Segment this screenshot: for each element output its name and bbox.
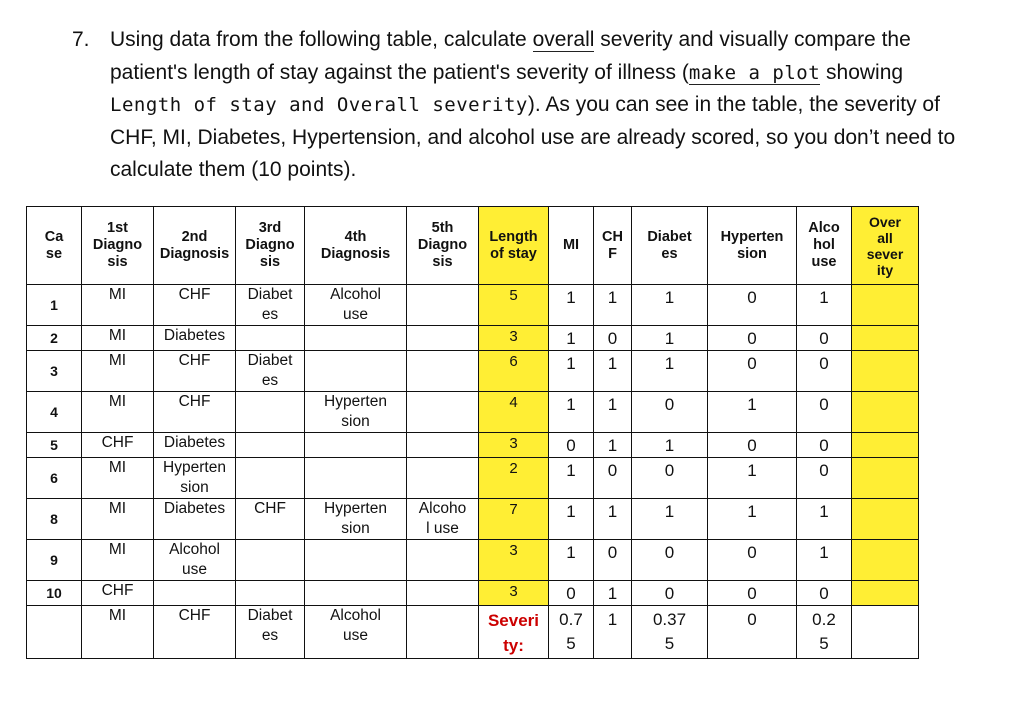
hypertension-score: 0 <box>708 285 797 326</box>
fourth-diagnosis <box>305 351 407 392</box>
header-5th-diagnosis: 5th Diagno sis <box>407 207 479 285</box>
first-diagnosis: MI <box>82 458 154 499</box>
overall-severity-blank[interactable] <box>852 285 919 326</box>
fourth-diagnosis: Alcohol use <box>305 285 407 326</box>
diabetes-score: 1 <box>632 433 708 458</box>
overall-severity-blank[interactable] <box>852 499 919 540</box>
second-diagnosis: Alcohol use <box>154 540 236 581</box>
axes-phrase: Length of stay and Overall severity <box>110 94 528 116</box>
severity-hypertension-score: 0 <box>708 606 797 659</box>
question-text-part: showing <box>820 60 904 84</box>
third-diagnosis: CHF <box>236 499 305 540</box>
second-diagnosis: CHF <box>154 285 236 326</box>
mi-score: 0 <box>549 433 594 458</box>
third-diagnosis <box>236 326 305 351</box>
question-7 <box>64 24 964 187</box>
length-of-stay: 3 <box>479 540 549 581</box>
first-diagnosis: MI <box>82 540 154 581</box>
overall-severity-blank[interactable] <box>852 581 919 606</box>
header-2nd-diagnosis: 2nd Diagnosis <box>154 207 236 285</box>
second-diagnosis: CHF <box>154 392 236 433</box>
question-text-part: Using data from the following table, calculate <box>110 28 533 51</box>
second-diagnosis: CHF <box>154 351 236 392</box>
header-length-of-stay: Length of stay <box>479 207 549 285</box>
overall-severity-blank[interactable] <box>852 433 919 458</box>
alcohol-score: 1 <box>797 285 852 326</box>
case-number: 8 <box>27 499 82 540</box>
header-1st-diagnosis: 1st Diagno sis <box>82 207 154 285</box>
third-diagnosis <box>236 458 305 499</box>
overall-severity-blank[interactable] <box>852 540 919 581</box>
table-row <box>27 351 919 392</box>
second-diagnosis: Diabetes <box>154 433 236 458</box>
table-row <box>27 433 919 458</box>
case-number: 2 <box>27 326 82 351</box>
second-diagnosis: Diabetes <box>154 499 236 540</box>
severity-table <box>26 206 919 659</box>
alcohol-score: 1 <box>797 499 852 540</box>
severity-overall-severity-blank <box>852 606 919 659</box>
diabetes-score: 0 <box>632 581 708 606</box>
fourth-diagnosis <box>305 433 407 458</box>
overall-severity-blank[interactable] <box>852 392 919 433</box>
question-text <box>110 24 964 187</box>
alcohol-score: 0 <box>797 392 852 433</box>
case-number: 4 <box>27 392 82 433</box>
third-diagnosis <box>236 433 305 458</box>
chf-score: 1 <box>594 285 632 326</box>
first-diagnosis: MI <box>82 499 154 540</box>
table-header-row <box>27 207 919 285</box>
third-diagnosis <box>236 540 305 581</box>
table-row <box>27 499 919 540</box>
diabetes-score: 1 <box>632 285 708 326</box>
chf-score: 1 <box>594 392 632 433</box>
fifth-diagnosis <box>407 326 479 351</box>
hypertension-score: 1 <box>708 392 797 433</box>
header-3rd-diagnosis: 3rd Diagno sis <box>236 207 305 285</box>
alcohol-score: 0 <box>797 458 852 499</box>
fifth-diagnosis <box>407 540 479 581</box>
mi-score: 1 <box>549 540 594 581</box>
fourth-diagnosis: Hyperten sion <box>305 499 407 540</box>
length-of-stay: 2 <box>479 458 549 499</box>
hypertension-score: 0 <box>708 433 797 458</box>
fourth-diagnosis <box>305 540 407 581</box>
mi-score: 1 <box>549 499 594 540</box>
diabetes-score: 0 <box>632 392 708 433</box>
case-number: 6 <box>27 458 82 499</box>
fifth-diagnosis <box>407 392 479 433</box>
hypertension-score: 0 <box>708 581 797 606</box>
severity-fifth-diagnosis <box>407 606 479 659</box>
alcohol-score: 0 <box>797 351 852 392</box>
fourth-diagnosis: Hyperten sion <box>305 392 407 433</box>
header-chf: CH F <box>594 207 632 285</box>
chf-score: 1 <box>594 499 632 540</box>
alcohol-score: 1 <box>797 540 852 581</box>
fifth-diagnosis <box>407 458 479 499</box>
mi-score: 1 <box>549 458 594 499</box>
table-row <box>27 392 919 433</box>
fourth-diagnosis <box>305 326 407 351</box>
table-row <box>27 285 919 326</box>
length-of-stay: 5 <box>479 285 549 326</box>
length-of-stay: 7 <box>479 499 549 540</box>
hypertension-score: 0 <box>708 351 797 392</box>
header-diabetes: Diabet es <box>632 207 708 285</box>
length-of-stay: 4 <box>479 392 549 433</box>
header-alcohol-use: Alco hol use <box>797 207 852 285</box>
mi-score: 1 <box>549 392 594 433</box>
chf-score: 1 <box>594 433 632 458</box>
case-number: 1 <box>27 285 82 326</box>
first-diagnosis: MI <box>82 285 154 326</box>
first-diagnosis: MI <box>82 392 154 433</box>
severity-alcohol-score: 0.2 5 <box>797 606 852 659</box>
question-text-part: severity and visually compare the patient's length of stay against the patient's severity of illness ( <box>110 28 911 84</box>
chf-score: 0 <box>594 540 632 581</box>
second-diagnosis: Hyperten sion <box>154 458 236 499</box>
fourth-diagnosis <box>305 458 407 499</box>
severity-label: Severi ty: <box>479 606 549 659</box>
case-number: 9 <box>27 540 82 581</box>
third-diagnosis <box>236 581 305 606</box>
length-of-stay: 3 <box>479 326 549 351</box>
chf-score: 1 <box>594 351 632 392</box>
severity-case-number <box>27 606 82 659</box>
first-diagnosis: CHF <box>82 581 154 606</box>
fifth-diagnosis <box>407 351 479 392</box>
severity-mi-score: 0.7 5 <box>549 606 594 659</box>
case-number: 10 <box>27 581 82 606</box>
plot-phrase: make a plot <box>688 61 821 84</box>
table-row <box>27 540 919 581</box>
table-body <box>27 285 919 659</box>
severity-fourth-diagnosis: Alcohol use <box>305 606 407 659</box>
hypertension-score: 0 <box>708 540 797 581</box>
length-of-stay: 3 <box>479 433 549 458</box>
table-row <box>27 581 919 606</box>
hypertension-score: 0 <box>708 326 797 351</box>
fifth-diagnosis <box>407 433 479 458</box>
alcohol-score: 0 <box>797 326 852 351</box>
question-number: 7. <box>72 28 90 51</box>
diabetes-score: 1 <box>632 326 708 351</box>
overall-severity-blank[interactable] <box>852 326 919 351</box>
chf-score: 0 <box>594 326 632 351</box>
diabetes-score: 1 <box>632 351 708 392</box>
fifth-diagnosis <box>407 581 479 606</box>
third-diagnosis: Diabet es <box>236 351 305 392</box>
severity-second-diagnosis: CHF <box>154 606 236 659</box>
fourth-diagnosis <box>305 581 407 606</box>
severity-diabetes-score: 0.37 5 <box>632 606 708 659</box>
severity-first-diagnosis: MI <box>82 606 154 659</box>
header-case: Ca se <box>27 207 82 285</box>
hypertension-score: 1 <box>708 458 797 499</box>
second-diagnosis: Diabetes <box>154 326 236 351</box>
first-diagnosis: MI <box>82 326 154 351</box>
severity-chf-score: 1 <box>594 606 632 659</box>
chf-score: 1 <box>594 581 632 606</box>
table-row <box>27 326 919 351</box>
overall-underlined: overall <box>532 28 595 51</box>
header-hypertension: Hyperten sion <box>708 207 797 285</box>
question-text-part: ). As you can see in the table, the severity of CHF, MI, Diabetes, Hypertension, and alcohol use are already scored, so you don’t need to calculate them (10 points). <box>110 93 956 181</box>
table-row <box>27 458 919 499</box>
fifth-diagnosis: Alcoho l use <box>407 499 479 540</box>
diabetes-score: 0 <box>632 458 708 499</box>
diabetes-score: 0 <box>632 540 708 581</box>
header-overall-severity: Over all sever ity <box>852 207 919 285</box>
length-of-stay: 6 <box>479 351 549 392</box>
third-diagnosis: Diabet es <box>236 285 305 326</box>
second-diagnosis <box>154 581 236 606</box>
severity-row <box>27 606 919 659</box>
header-4th-diagnosis: 4th Diagnosis <box>305 207 407 285</box>
length-of-stay: 3 <box>479 581 549 606</box>
overall-severity-blank[interactable] <box>852 351 919 392</box>
mi-score: 1 <box>549 285 594 326</box>
alcohol-score: 0 <box>797 581 852 606</box>
mi-score: 1 <box>549 326 594 351</box>
chf-score: 0 <box>594 458 632 499</box>
diabetes-score: 1 <box>632 499 708 540</box>
overall-severity-blank[interactable] <box>852 458 919 499</box>
severity-third-diagnosis: Diabet es <box>236 606 305 659</box>
hypertension-score: 1 <box>708 499 797 540</box>
mi-score: 1 <box>549 351 594 392</box>
fifth-diagnosis <box>407 285 479 326</box>
header-mi: MI <box>549 207 594 285</box>
mi-score: 0 <box>549 581 594 606</box>
case-number: 5 <box>27 433 82 458</box>
alcohol-score: 0 <box>797 433 852 458</box>
case-number: 3 <box>27 351 82 392</box>
first-diagnosis: CHF <box>82 433 154 458</box>
first-diagnosis: MI <box>82 351 154 392</box>
third-diagnosis <box>236 392 305 433</box>
